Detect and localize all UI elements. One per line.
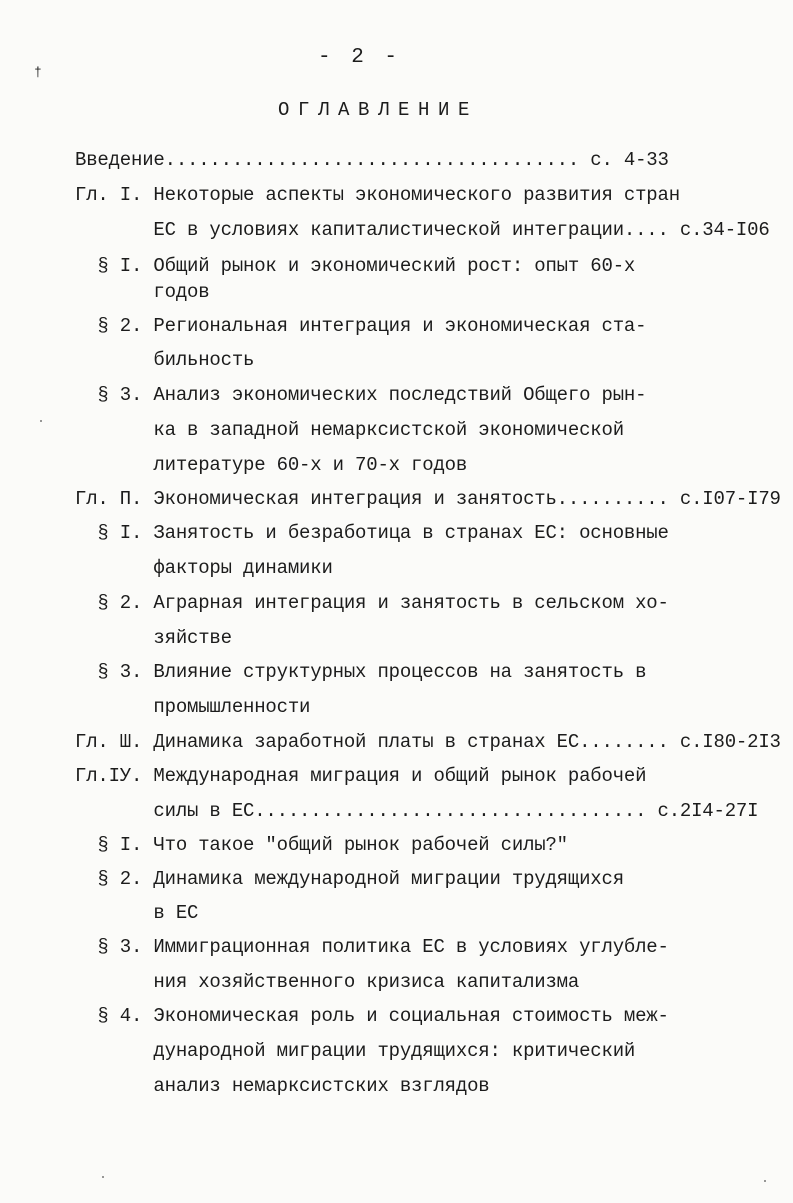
toc-line: в ЕС — [75, 902, 199, 924]
toc-line: § 2. Аграрная интеграция и занятость в сельском хо- — [75, 592, 669, 614]
toc-line: § I. Общий рынок и экономический рост: опыт 60-х — [75, 255, 636, 277]
toc-line: ЕС в условиях капиталистической интеграции.... с.34-I06 — [75, 219, 770, 241]
toc-line: дународной миграции трудящихся: критический — [75, 1040, 636, 1062]
toc-line: § 3. Иммиграционная политика ЕС в условиях углубле- — [75, 936, 669, 958]
toc-line: Гл. I. Некоторые аспекты экономического развития стран — [75, 184, 680, 206]
toc-line: годов — [75, 281, 210, 303]
toc-line: Гл.IУ. Международная миграция и общий рынок рабочей — [75, 765, 647, 787]
toc-line: промышленности — [75, 696, 311, 718]
toc-line: анализ немарксистских взглядов — [75, 1075, 490, 1097]
toc-line: факторы динамики — [75, 557, 333, 579]
toc-line: § I. Занятость и безработица в странах ЕС: основные — [75, 522, 669, 544]
paper-speck — [102, 1176, 104, 1178]
toc-line: § 4. Экономическая роль и социальная стоимость меж- — [75, 1005, 669, 1027]
corner-ink-mark: † — [34, 65, 42, 80]
toc-line: бильность — [75, 349, 255, 371]
contents-heading: ОГЛАВЛЕНИЕ — [278, 99, 479, 121]
toc-line: ния хозяйственного кризиса капитализма — [75, 971, 580, 993]
page-number: - 2 - — [318, 46, 402, 69]
toc-line: литературе 60-х и 70-х годов — [75, 454, 468, 476]
toc-line: § 2. Динамика международной миграции трудящихся — [75, 868, 624, 890]
toc-line: § I. Что такое "общий рынок рабочей силы?" — [75, 834, 568, 856]
toc-line: ка в западной немарксистской экономической — [75, 419, 624, 441]
toc-line: зяйстве — [75, 627, 232, 649]
toc-line: Гл. П. Экономическая интеграция и занятость.......... с.I07-I79 — [75, 488, 781, 510]
toc-line: Введение..................................... с. 4-33 — [75, 149, 669, 171]
toc-line: Гл. Ш. Динамика заработной платы в странах ЕС........ с.I80-2I3 — [75, 731, 781, 753]
toc-line: § 2. Региональная интеграция и экономическая ста- — [75, 315, 647, 337]
toc-line: силы в ЕС................................... с.2I4-27I — [75, 800, 759, 822]
paper-speck — [764, 1180, 766, 1182]
paper-speck — [40, 420, 42, 422]
toc-line: § 3. Анализ экономических последствий Общего рын- — [75, 384, 647, 406]
toc-line: § 3. Влияние структурных процессов на занятость в — [75, 661, 647, 683]
